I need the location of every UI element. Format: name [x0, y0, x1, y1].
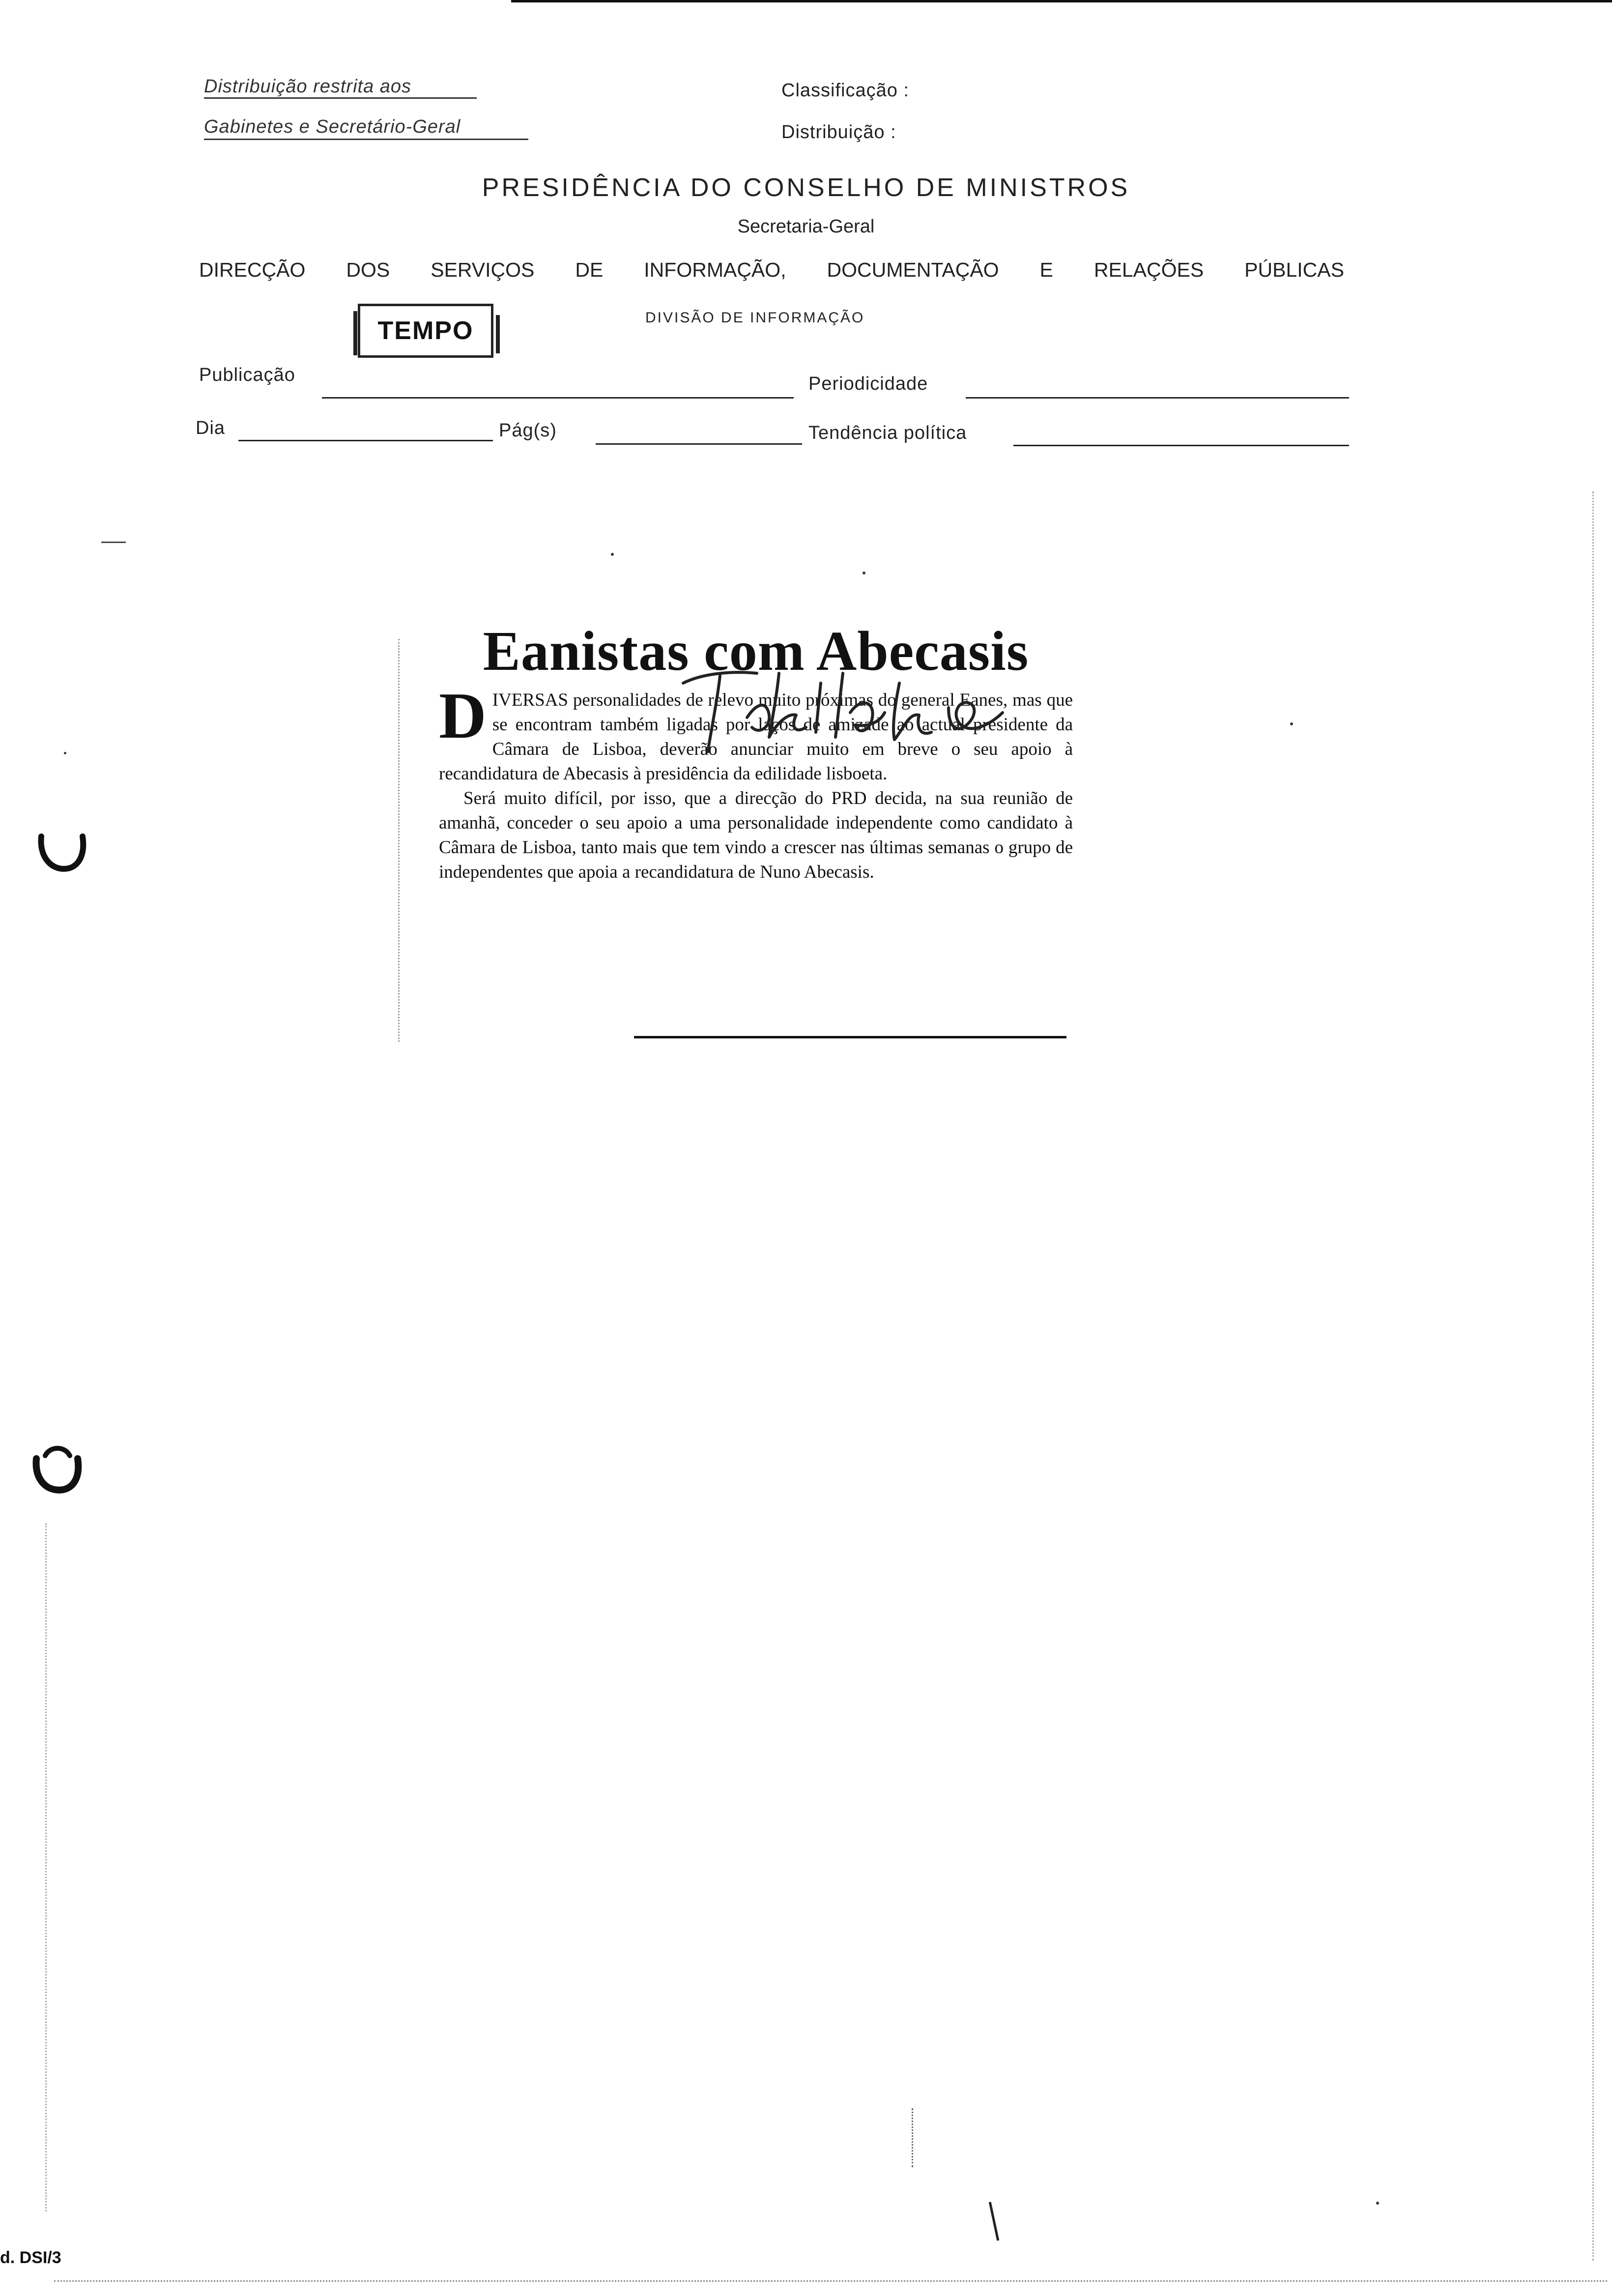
publication-stamp: TEMPO	[358, 304, 493, 358]
punch-hole-icon	[35, 822, 89, 876]
department-word: DOCUMENTAÇÃO	[827, 258, 999, 281]
clipping-left-edge	[398, 639, 400, 1042]
department-word: RELAÇÕES	[1094, 258, 1204, 281]
scan-speck	[611, 553, 614, 556]
bottom-edge-dots	[54, 2280, 1607, 2282]
division-title: DIVISÃO DE INFORMAÇÃO	[645, 310, 865, 326]
institution-subtitle: Secretaria-Geral	[737, 216, 875, 237]
right-edge-dots	[1592, 491, 1594, 2261]
periodicity-label: Periodicidade	[808, 373, 928, 394]
scan-mark	[989, 2202, 1000, 2240]
distribution-label: Distribuição :	[781, 122, 896, 143]
department-word: INFORMAÇÃO,	[644, 258, 786, 281]
top-edge-rule	[511, 0, 1612, 2]
institution-title: PRESIDÊNCIA DO CONSELHO DE MINISTROS	[482, 173, 1130, 202]
left-edge-dots	[45, 1523, 47, 2211]
article-paragraph-1-text: IVERSAS personalidades de relevo muito próximas do general Eanes, mas que se encontram também ligadas por laços de amizade ao actual presidente da Câmara de Lisboa, deverão anunciar muito em breve o seu apoio à recandidatura de Abecasis à presidência da edilidade lisboeta.	[439, 690, 1073, 784]
department-word: E	[1039, 258, 1053, 281]
punch-hole-icon	[30, 1441, 85, 1495]
scan-speck	[1376, 2202, 1379, 2205]
handwritten-annotation	[673, 654, 1027, 772]
department-word: PÚBLICAS	[1244, 258, 1344, 281]
clipping-bottom-rule	[634, 1036, 1066, 1038]
clipping-headline: Eanistas com Abecasis	[483, 620, 1029, 682]
pages-label: Pág(s)	[499, 420, 557, 441]
scan-speck	[863, 572, 865, 574]
day-label: Dia	[196, 418, 226, 438]
periodicity-field-line	[966, 397, 1349, 399]
distribution-note-line-2: Gabinetes e Secretário-Geral	[204, 116, 461, 137]
article-paragraph-2: Será muito difícil, por isso, que a direcção do PRD decida, na sua reunião de amanhã, conceder o seu apoio a uma personalidade independente como candidato à Câmara de Lisboa, tanto mais que tem vindo a crescer nas últimas semanas o grupo de independentes que apoia a recandidatura de Nuno Abecasis.	[439, 788, 1073, 882]
distribution-note-underline-1	[204, 97, 477, 99]
publication-label: Publicação	[199, 365, 295, 385]
publication-field-line	[322, 397, 794, 399]
department-word: DOS	[346, 258, 390, 281]
article-dropcap: D	[439, 679, 487, 752]
department-title	[199, 258, 1344, 282]
scan-speck	[64, 752, 66, 754]
political-tendency-label: Tendência política	[808, 423, 967, 443]
day-field-line	[238, 440, 493, 441]
classification-label: Classificação :	[781, 80, 909, 101]
political-tendency-field-line	[1013, 445, 1349, 446]
distribution-note-line-1: Distribuição restrita aos	[204, 76, 412, 97]
form-code: d. DSI/3	[0, 2248, 61, 2267]
scan-mark	[912, 2108, 913, 2167]
distribution-note-underline-2	[204, 139, 528, 140]
department-word: DE	[575, 258, 604, 281]
department-word: SERVIÇOS	[431, 258, 535, 281]
pages-field-line	[596, 443, 802, 445]
margin-dash	[101, 542, 126, 543]
department-word: DIRECÇÃO	[199, 258, 306, 281]
scan-speck	[1290, 722, 1293, 725]
